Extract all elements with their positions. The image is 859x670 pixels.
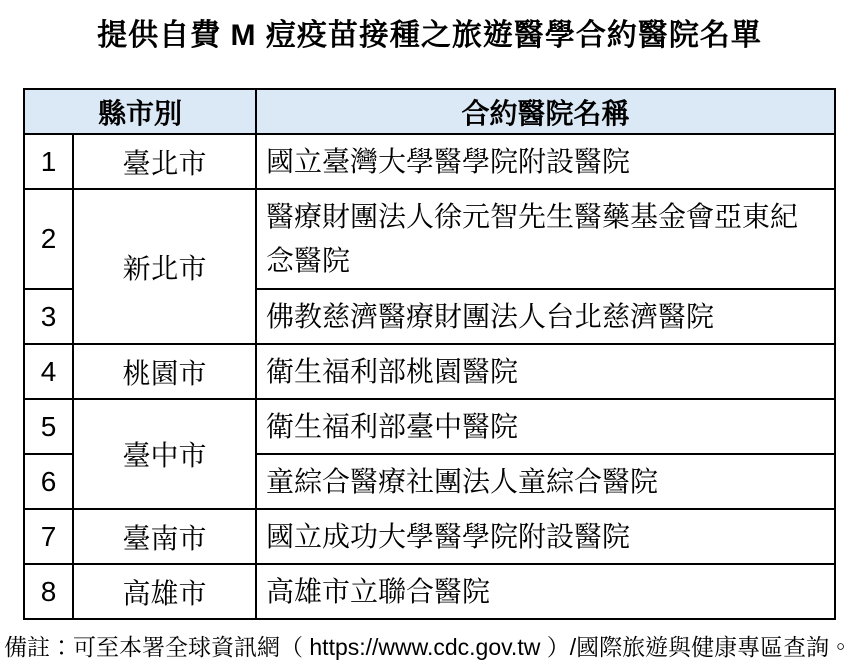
hospital-cell: 醫療財團法人徐元智先生醫藥基金會亞東紀念醫院 (256, 189, 835, 289)
header-row (24, 89, 835, 134)
table-row-8 (24, 564, 835, 619)
table-row-5 (24, 399, 835, 454)
county-cell-merged: 新北市 (73, 189, 256, 344)
row-number: 3 (24, 289, 73, 344)
county-cell: 臺南市 (73, 509, 256, 564)
hospital-cell: 衛生福利部臺中醫院 (256, 399, 835, 454)
table-row-2 (24, 189, 835, 289)
hospital-cell: 衛生福利部桃園醫院 (256, 344, 835, 399)
row-number: 1 (24, 134, 73, 189)
hospital-cell: 高雄市立聯合醫院 (256, 564, 835, 619)
county-cell: 高雄市 (73, 564, 256, 619)
page-title: 提供自費 M 痘疫苗接種之旅遊醫學合約醫院名單 (97, 19, 762, 52)
row-number: 2 (24, 189, 73, 289)
table-row-1 (24, 134, 835, 189)
county-column-header: 縣市別 (24, 89, 256, 134)
row-number: 4 (24, 344, 73, 399)
hospital-column-header: 合約醫院名稱 (256, 89, 835, 134)
county-cell: 臺北市 (73, 134, 256, 189)
row-number: 8 (24, 564, 73, 619)
table-row-4 (24, 344, 835, 399)
row-number: 6 (24, 454, 73, 509)
row-number: 7 (24, 509, 73, 564)
county-cell-merged: 臺中市 (73, 399, 256, 509)
county-cell: 桃園市 (73, 344, 256, 399)
hospital-cell: 佛教慈濟醫療財團法人台北慈濟醫院 (256, 289, 835, 344)
footer-note: 備註：可至本署全球資訊網（ https://www.cdc.gov.tw ）/國際旅遊與健康專區查詢。 (4, 634, 853, 660)
row-number: 5 (24, 399, 73, 454)
hospital-cell: 國立成功大學醫學院附設醫院 (256, 509, 835, 564)
hospital-cell: 童綜合醫療社團法人童綜合醫院 (256, 454, 835, 509)
table-row-7 (24, 509, 835, 564)
hospital-table (23, 88, 836, 620)
hospital-cell: 國立臺灣大學醫學院附設醫院 (256, 134, 835, 189)
